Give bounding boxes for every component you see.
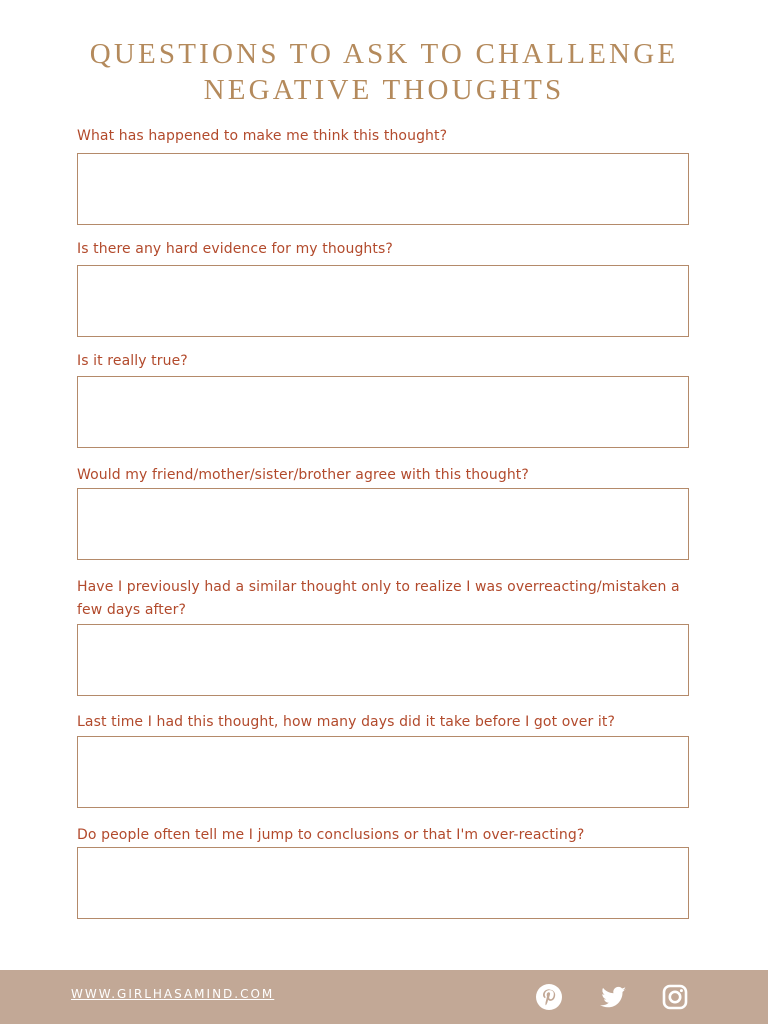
footer-bar — [0, 970, 768, 1024]
answer-box-3[interactable] — [77, 376, 689, 448]
twitter-icon[interactable] — [598, 982, 628, 1012]
answer-box-2[interactable] — [77, 265, 689, 337]
page-title-line-1: QUESTIONS TO ASK TO CHALLENGE — [89, 38, 679, 70]
answer-box-4[interactable] — [77, 488, 689, 560]
answer-box-1[interactable] — [77, 153, 689, 225]
page-title — [0, 36, 768, 108]
question-5-label: Have I previously had a similar thought only to realize I was overreacting/mistaken a few days after? — [77, 579, 680, 618]
question-4-label: Would my friend/mother/sister/brother agree with this thought? — [77, 467, 529, 483]
answer-box-5[interactable] — [77, 624, 689, 696]
question-3-label: Is it really true? — [77, 353, 188, 369]
question-6-label: Last time I had this thought, how many days did it take before I got over it? — [77, 714, 616, 730]
pinterest-icon[interactable] — [534, 982, 564, 1012]
website-link[interactable]: WWW.GIRLHASAMIND.COM — [71, 987, 275, 1001]
question-7-label: Do people often tell me I jump to conclusions or that I'm over-reacting? — [77, 827, 585, 843]
question-1-label: What has happened to make me think this thought? — [77, 128, 448, 144]
instagram-icon[interactable] — [660, 982, 690, 1012]
question-2-label: Is there any hard evidence for my thoughts? — [77, 241, 393, 257]
page-title-line-2: NEGATIVE THOUGHTS — [203, 74, 565, 106]
answer-box-6[interactable] — [77, 736, 689, 808]
answer-box-7[interactable] — [77, 847, 689, 919]
